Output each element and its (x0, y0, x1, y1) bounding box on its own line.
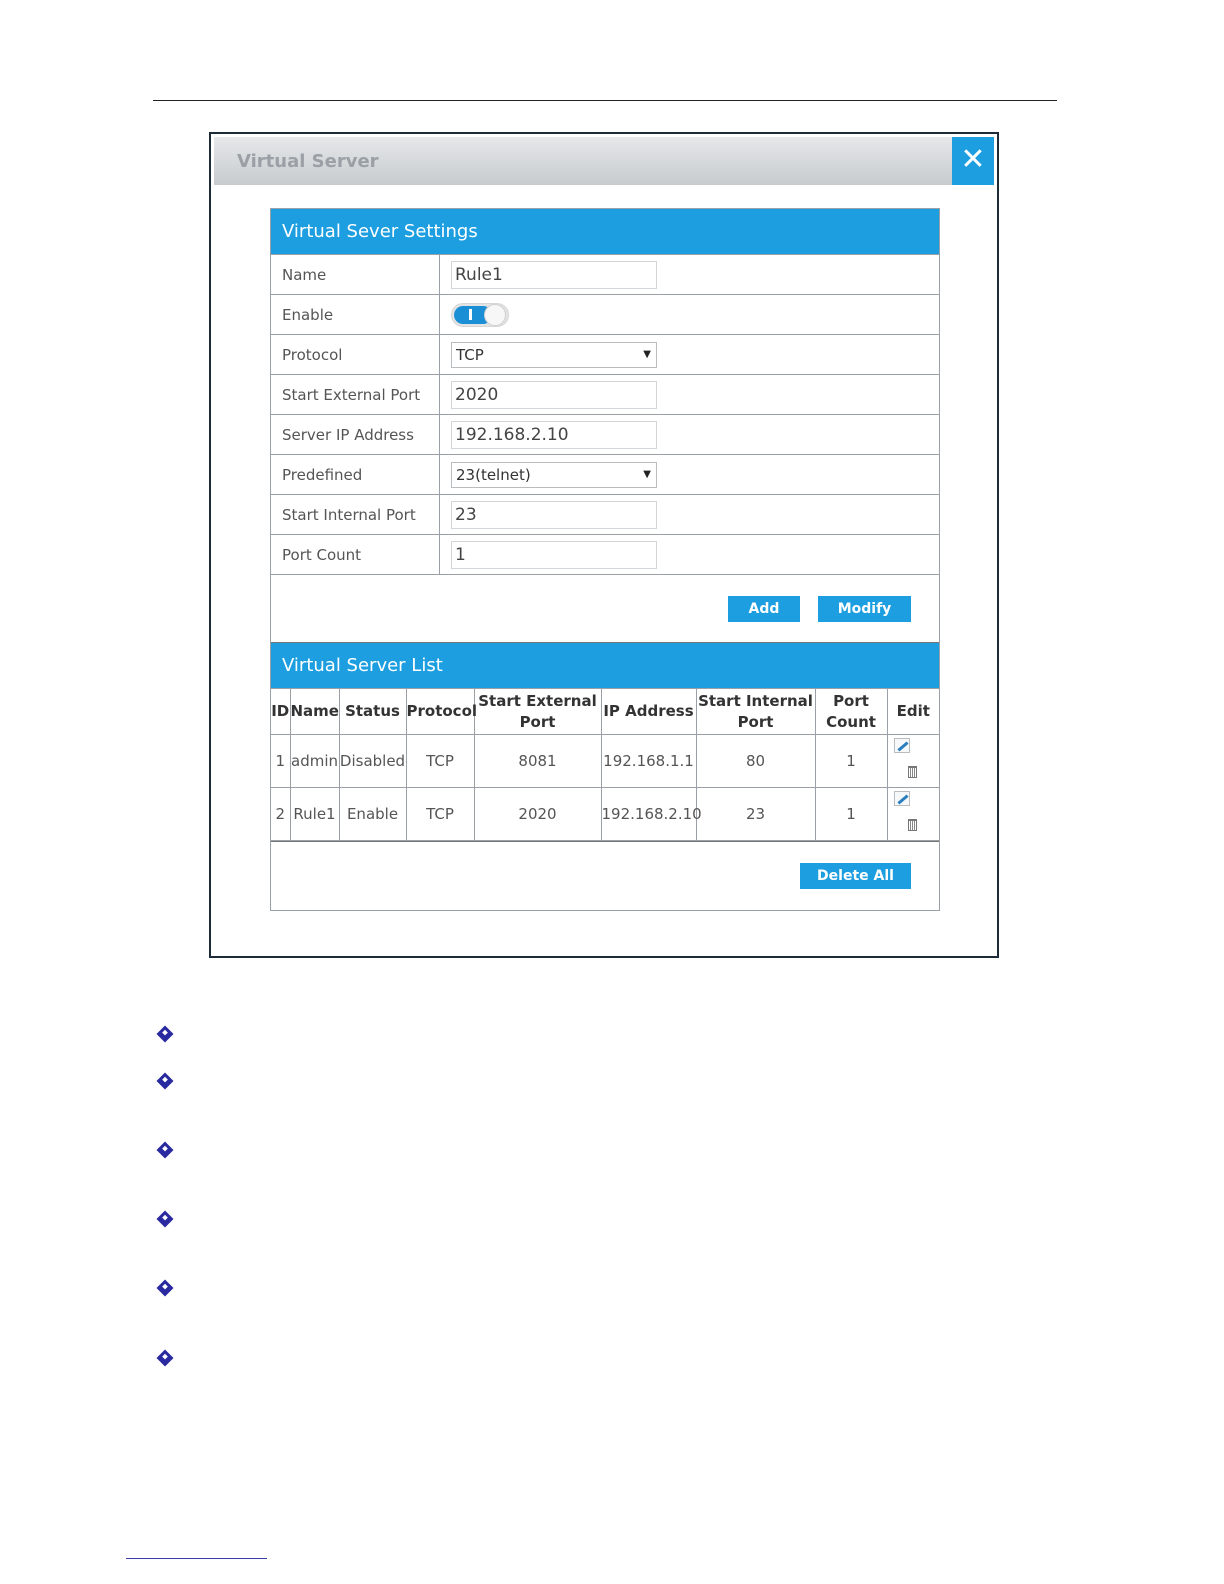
delete-all-button[interactable]: Delete All (800, 863, 911, 889)
port-count-input[interactable]: 1 (451, 541, 657, 569)
cell-edit (887, 788, 939, 841)
virtual-server-table (271, 688, 939, 841)
diamond-bullet-icon (157, 1142, 174, 1159)
dialog-titlebar (214, 137, 954, 185)
table-row (271, 788, 939, 841)
col-start-internal-port: Start Internal Port (696, 689, 815, 735)
col-id: ID (271, 689, 290, 735)
cell-name: Rule1 (290, 788, 339, 841)
start-internal-port-label: Start Internal Port (271, 495, 440, 535)
col-protocol: Protocol (406, 689, 474, 735)
protocol-row (271, 335, 939, 375)
predefined-select[interactable] (451, 462, 657, 488)
settings-header: Virtual Sever Settings (271, 209, 939, 254)
trash-icon[interactable] (908, 766, 917, 778)
cell-name: admin (290, 735, 339, 788)
dialog-title: Virtual Server (237, 151, 379, 172)
enable-label: Enable (271, 295, 440, 335)
name-input[interactable]: Rule1 (451, 261, 657, 289)
cell-status: Disabled (339, 735, 406, 788)
col-status: Status (339, 689, 406, 735)
trash-icon[interactable] (908, 819, 917, 831)
pencil-icon[interactable] (894, 738, 910, 753)
chevron-down-icon: ▼ (643, 468, 651, 480)
diamond-bullet-icon (157, 1280, 174, 1297)
predefined-row (271, 455, 939, 495)
modify-button[interactable]: Modify (818, 596, 911, 622)
cell-port-count: 1 (815, 788, 887, 841)
page-header-rule (153, 100, 1057, 101)
cell-protocol: TCP (406, 735, 474, 788)
cell-id: 1 (271, 735, 290, 788)
predefined-select-value: 23(telnet) (456, 465, 531, 484)
server-ip-input[interactable]: 192.168.2.10 (451, 421, 657, 449)
footnote-rule (126, 1558, 267, 1559)
list-actions (271, 841, 939, 909)
col-start-external-port: Start External Port (474, 689, 601, 735)
pencil-icon[interactable] (894, 791, 910, 806)
col-port-count: Port Count (815, 689, 887, 735)
server-ip-row (271, 415, 939, 455)
add-button[interactable]: Add (728, 596, 800, 622)
diamond-bullet-icon (157, 1026, 174, 1043)
close-button[interactable] (952, 137, 994, 185)
port-count-label: Port Count (271, 535, 440, 575)
start-external-port-input[interactable]: 2020 (451, 381, 657, 409)
table-header-row (271, 689, 939, 735)
close-icon: ✕ (960, 142, 986, 177)
protocol-select-value: TCP (456, 345, 484, 364)
virtual-server-dialog (209, 132, 999, 958)
diamond-bullet-icon (157, 1211, 174, 1228)
cell-id: 2 (271, 788, 290, 841)
chevron-down-icon: ▼ (643, 348, 651, 360)
enable-toggle[interactable] (451, 303, 509, 327)
diamond-bullet-icon (157, 1073, 174, 1090)
cell-ip-address: 192.168.2.10 (601, 788, 696, 841)
col-name: Name (290, 689, 339, 735)
protocol-label: Protocol (271, 335, 440, 375)
toggle-knob (484, 304, 506, 326)
cell-port-count: 1 (815, 735, 887, 788)
start-external-port-row (271, 375, 939, 415)
enable-row (271, 295, 939, 335)
name-label: Name (271, 255, 440, 295)
cell-start-internal-port: 23 (696, 788, 815, 841)
server-ip-label: Server IP Address (271, 415, 440, 455)
cell-status: Enable (339, 788, 406, 841)
name-row (271, 255, 939, 295)
port-count-row (271, 535, 939, 575)
start-internal-port-row (271, 495, 939, 535)
start-external-port-label: Start External Port (271, 375, 440, 415)
settings-actions (271, 574, 939, 643)
start-internal-port-input[interactable]: 23 (451, 501, 657, 529)
toggle-on-mark (469, 309, 472, 320)
cell-edit (887, 735, 939, 788)
list-header: Virtual Server List (271, 643, 939, 688)
cell-start-external-port: 8081 (474, 735, 601, 788)
virtual-server-panel (270, 208, 940, 911)
predefined-label: Predefined (271, 455, 440, 495)
cell-protocol: TCP (406, 788, 474, 841)
col-edit: Edit (887, 689, 939, 735)
table-row (271, 735, 939, 788)
cell-ip-address: 192.168.1.1 (601, 735, 696, 788)
cell-start-internal-port: 80 (696, 735, 815, 788)
settings-form (271, 254, 939, 574)
diamond-bullet-icon (157, 1350, 174, 1367)
col-ip-address: IP Address (601, 689, 696, 735)
cell-start-external-port: 2020 (474, 788, 601, 841)
protocol-select[interactable] (451, 342, 657, 368)
